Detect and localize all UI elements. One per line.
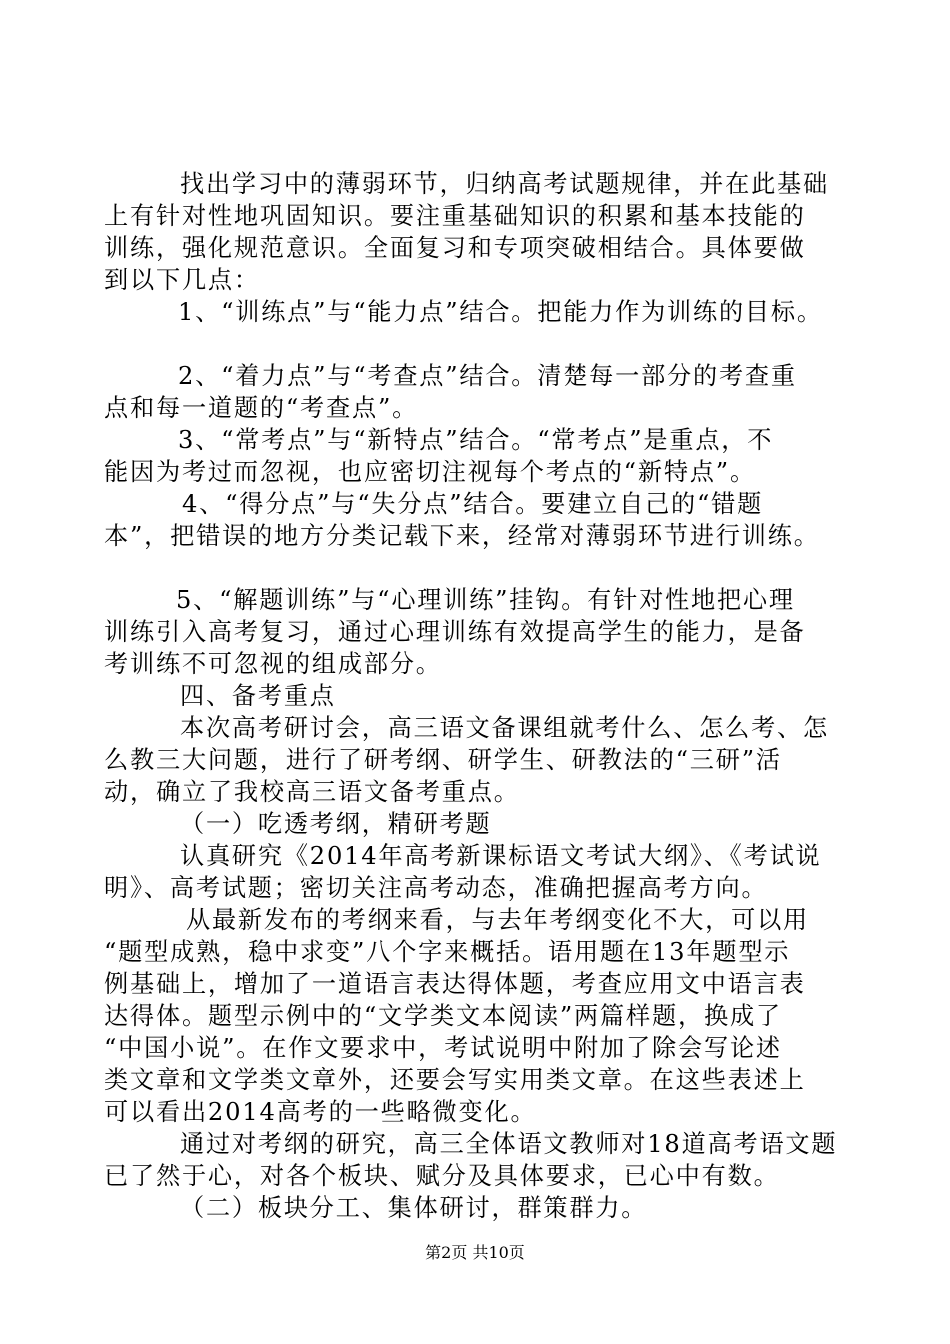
text-line: 到以下几点：	[104, 265, 260, 294]
text-line: 达得体。题型示例中的“文学类文本阅读”两篇样题，换成了	[104, 1001, 782, 1030]
text-line: 通过对考纲的研究，高三全体语文教师对18道高考语文题	[180, 1129, 838, 1158]
text-line: 已了然于心，对各个板块、赋分及具体要求，已心中有数。	[104, 1161, 780, 1190]
text-line: （二）板块分工、集体研讨，群策群力。	[180, 1193, 648, 1222]
text-line: 2、“着力点”与“考查点”结合。清楚每一部分的考查重	[178, 361, 797, 390]
text-line: （一）吃透考纲，精研考题	[180, 809, 492, 838]
text-line: 例基础上，增加了一道语言表达得体题，考查应用文中语言表	[104, 969, 806, 998]
text-line: 5、“解题训练”与“心理训练”挂钩。有针对性地把心理	[176, 585, 795, 614]
text-line: 认真研究《2014年高考新课标语文考试大纲》、《考试说	[180, 841, 822, 870]
text-line: 训练引入高考复习，通过心理训练有效提高学生的能力，是备	[104, 617, 806, 646]
text-line: 类文章和文学类文章外，还要会写实用类文章。在这些表述上	[104, 1065, 806, 1094]
text-line: 1、“训练点”与“能力点”结合。把能力作为训练的目标。	[178, 297, 823, 326]
text-line: 四、备考重点	[180, 681, 336, 710]
text-line: 本次高考研讨会，高三语文备课组就考什么、怎么考、怎	[180, 713, 829, 742]
text-line: 训练，强化规范意识。全面复习和专项突破相结合。具体要做	[104, 233, 806, 262]
text-line: 动，确立了我校高三语文备考重点。	[104, 777, 520, 806]
text-line: “题型成熟，稳中求变”八个字来概括。语用题在13年题型示	[104, 937, 791, 966]
text-line: 本”，把错误的地方分类记载下来，经常对薄弱环节进行训练。	[104, 521, 820, 550]
text-line: 找出学习中的薄弱环节，归纳高考试题规律，并在此基础	[180, 169, 829, 198]
text-line: 么教三大问题，进行了研考纲、研学生、研教法的“三研”活	[104, 745, 782, 774]
text-line: “中国小说”。在作文要求中，考试说明中附加了除会写论述	[104, 1033, 782, 1062]
text-line: 能因为考过而忽视，也应密切注视每个考点的“新特点”。	[104, 457, 756, 486]
text-line: 明》、高考试题；密切关注高考动态，准确把握高考方向。	[104, 873, 768, 902]
page-footer: 第2页 共10页	[425, 1243, 525, 1262]
text-line: 考训练不可忽视的组成部分。	[104, 649, 442, 678]
text-line: 4、“得分点”与“失分点”结合。要建立自己的“错题	[182, 489, 764, 518]
text-line: 可以看出2014高考的一些略微变化。	[104, 1097, 537, 1126]
text-line: 从最新发布的考纲来看，与去年考纲变化不大，可以用	[186, 905, 809, 934]
text-line: 上有针对性地巩固知识。要注重基础知识的积累和基本技能的	[104, 201, 806, 230]
text-line: 点和每一道题的“考查点”。	[104, 393, 419, 422]
text-line: 3、“常考点”与“新特点”结合。“常考点”是重点，不	[178, 425, 774, 454]
